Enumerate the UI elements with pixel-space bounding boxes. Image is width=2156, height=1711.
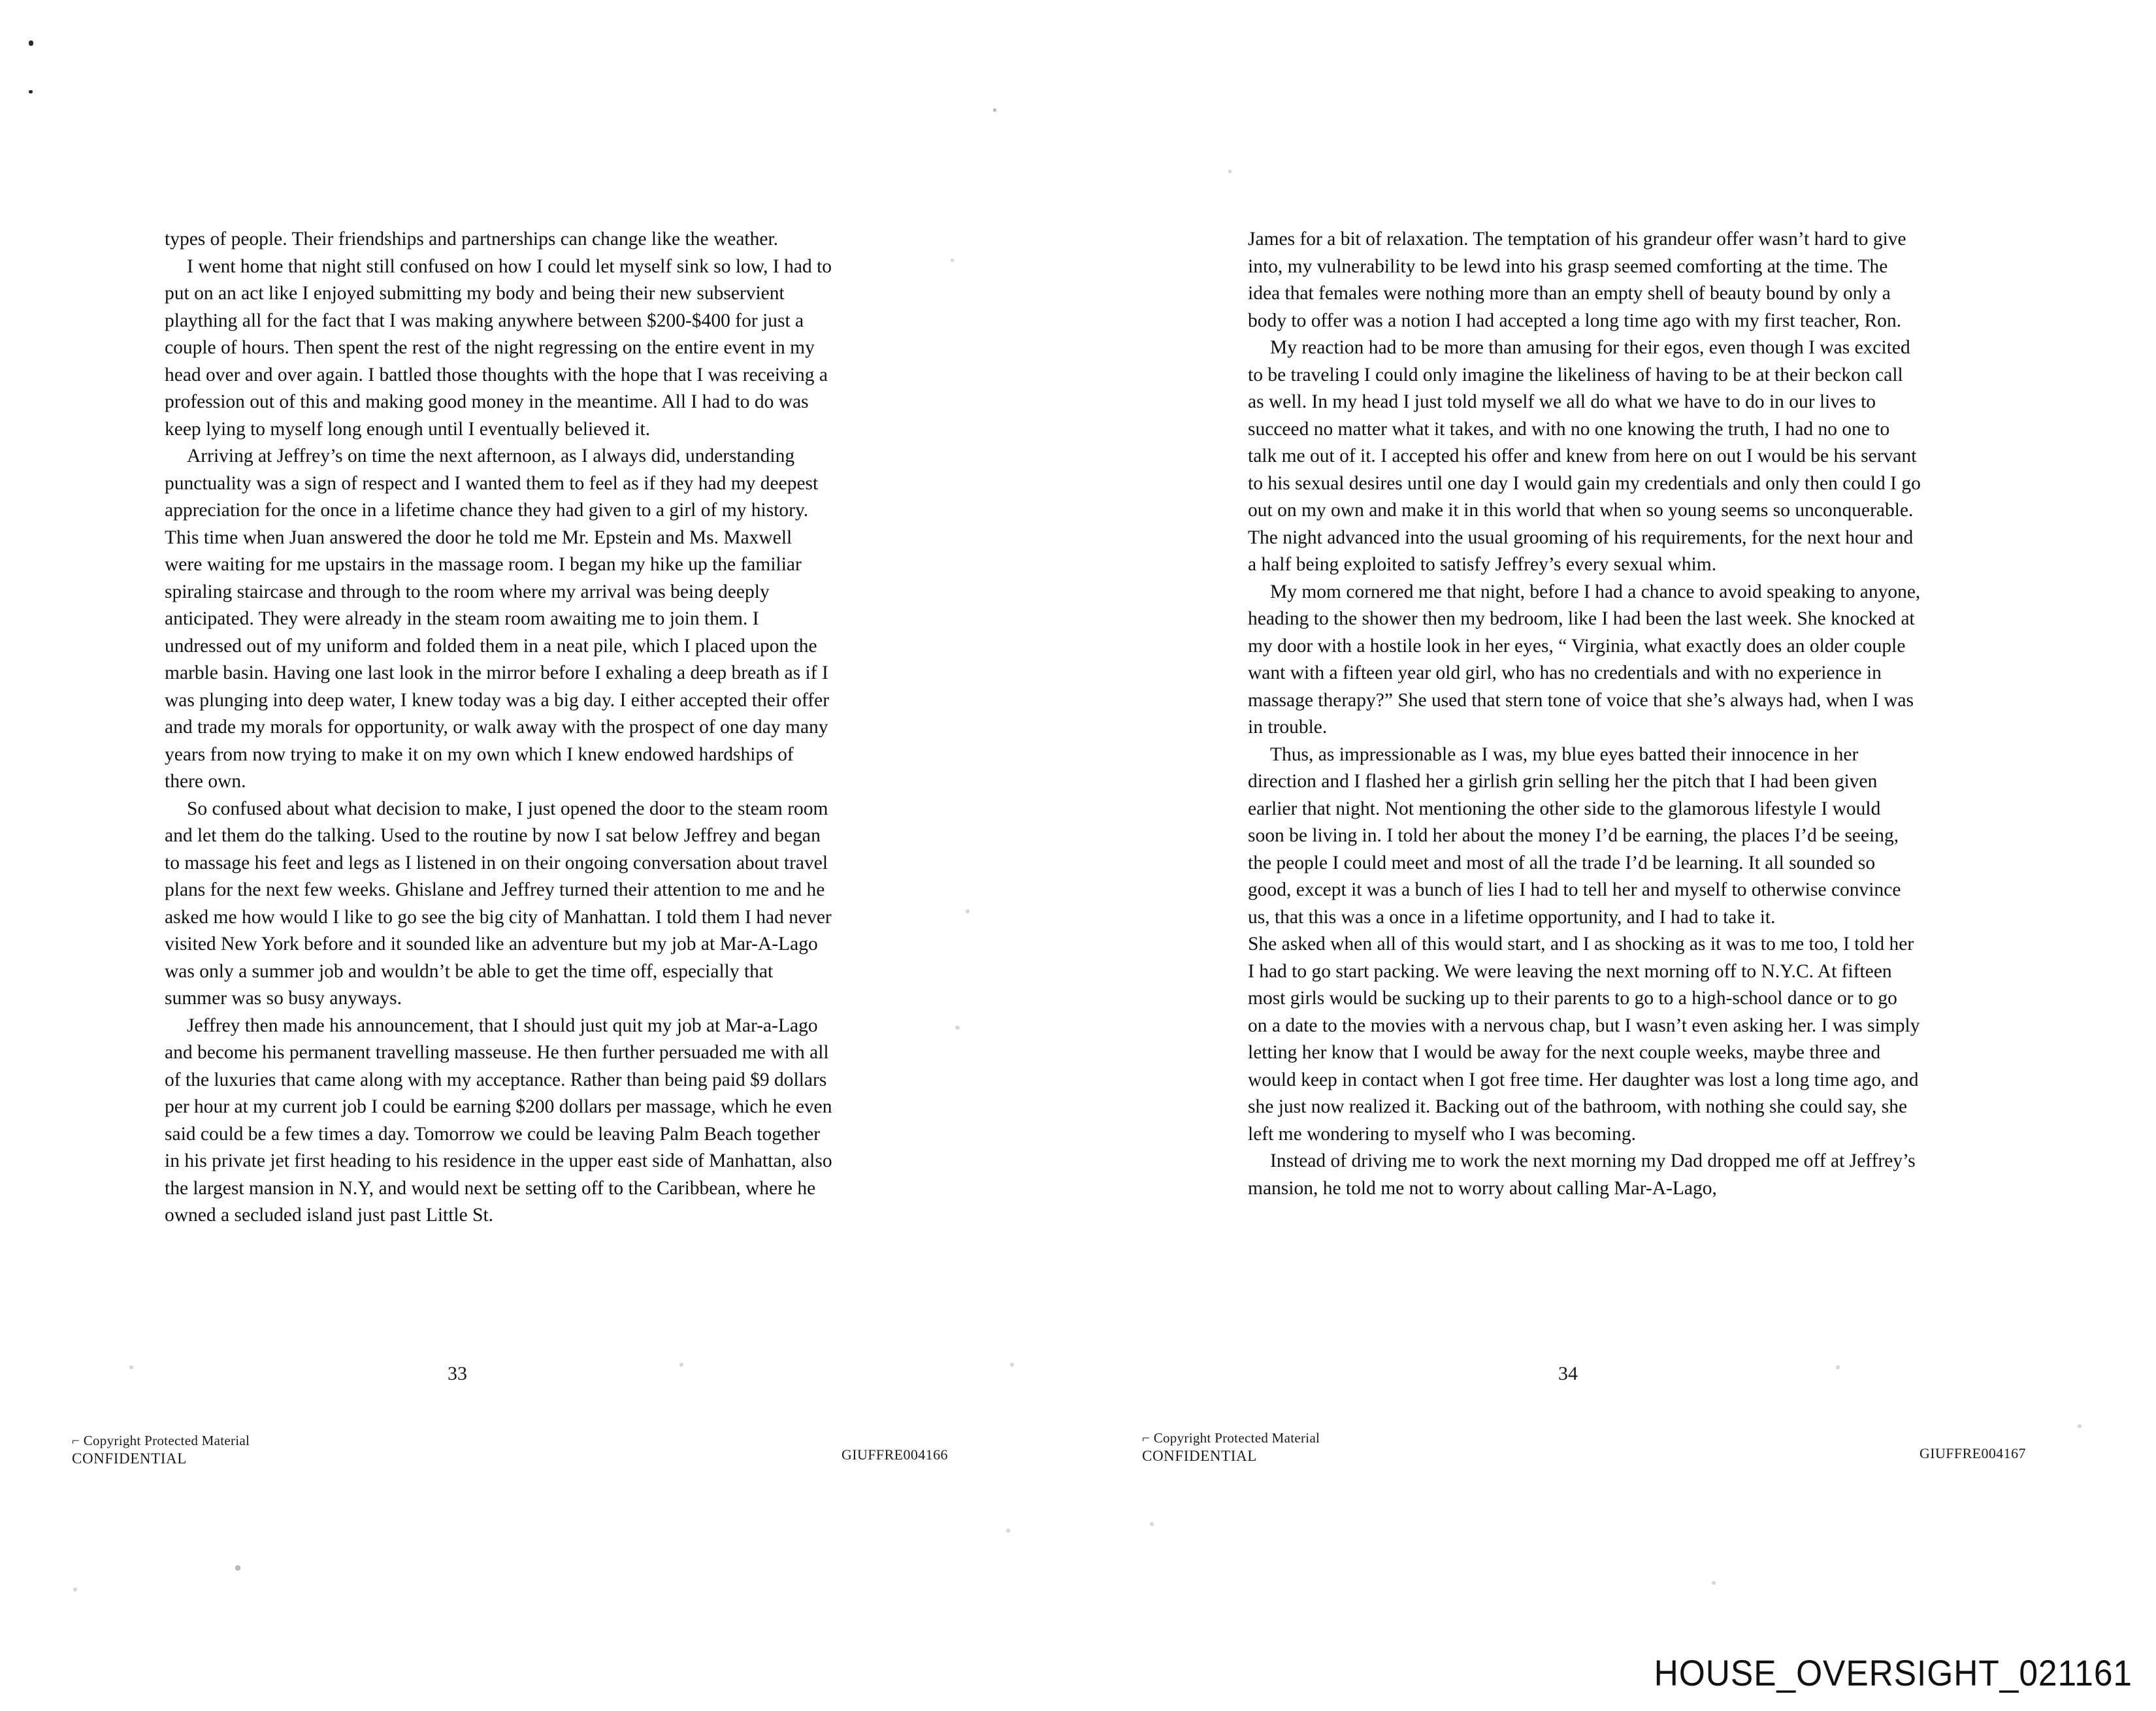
copyright-stamp-line: ⌐ Copyright Protected Material xyxy=(1142,1430,1320,1446)
house-oversight-watermark: HOUSE_OVERSIGHT_021161 xyxy=(1654,1652,2132,1693)
paragraph: types of people. Their friendships and partnerships can change like the weather. xyxy=(165,229,779,250)
paragraph: She asked when all of this would start, and I as shocking as it was to me too, I told her I had to go start packing. We were leaving the next morning off to N.Y.C. At fifteen most girls would be sucking up to their parents to go to a high-school dance or to go on a date to the movies with a nervous chap, but I wasn’t even asking her. I was simply letting her know that I would be away for the next couple weeks, maybe three and would keep in contact when I got free time. Her daughter was lost a long time ago, and she just now realized it. Backing out of the bathroom, with nothing she could say, she left me wondering to myself who I was becoming. xyxy=(1248,934,1920,1145)
paragraph: Instead of driving me to work the next morning my Dad dropped me off at Jeffrey’s mansion, he told me not to worry about calling Mar-A-Lago, xyxy=(1248,1150,1916,1199)
paragraph: My mom cornered me that night, before I had a chance to avoid speaking to anyone, heading to the shower then my bedroom, like I had been the last week. She knocked at my door with a hostile look in her eyes, “ Virginia, what exactly does an older couple want with a fifteen year old girl, who has no credentials and with no experience in massage therapy?” She used that stern tone of voice that she’s always had, when I was in trouble. xyxy=(1248,581,1921,738)
confidential-label: CONFIDENTIAL xyxy=(1142,1448,1257,1464)
paragraph: Jeffrey then made his announcement, that I should just quit my job at Mar-a-Lago and become his permanent travelling masseuse. He then further persuaded me with all of the luxuries that came along with my acceptance. Rather than being paid $9 dollars per hour at my current job I could be earning $200 dollars per massage, which he even said could be a few times a day. Tomorrow we could be leaving Palm Beach together in his private jet first heading to his residence in the upper east side of Manhattan, also the largest mansion in N.Y, and would next be setting off to the Caribbean, where he owned a secluded island just past Little St. xyxy=(165,1015,832,1226)
paragraph: My reaction had to be more than amusing for their egos, even though I was excited to be traveling I could only imagine the likeliness of having to be at their beckon call as well. In my head I just told myself we all do what we have to do in our lives to succeed no matter what it takes, and with no one knowing the truth, I had no one to talk me out of it. I accepted his offer and knew from here on out I would be his servant to his sexual desires until one day I would gain my credentials and only then could I go out on my own and make it in this world that when so young seems so unconquerable. The night advanced into the usual grooming of his requirements, for the next hour and a half being exploited to satisfy Jeffrey’s every sexual whim. xyxy=(1248,337,1921,575)
paragraph: Arriving at Jeffrey’s on time the next afternoon, as I always did, understanding punctuality was a sign of respect and I wanted them to feel as if they had my deepest appreciation for the once in a lifetime chance they had given to a girl of my history. This time when Juan answered the door he told me Mr. Epstein and Ms. Maxwell were waiting for me upstairs in the massage room. I began my hike up the familiar spiraling staircase and through to the room where my arrival was being deeply anticipated. They were already in the steam room awaiting me to join them. I undressed out of my uniform and folded them in a neat pile, which I placed upon the marble basin. Having one last look in the mirror before I exhaling a deep breath as if I was plunging into deep water, I knew today was a big day. I either accepted their offer and trade my morals for opportunity, or walk away with the prospect of one day many years from now trying to make it on my own which I knew endowed hardships of there own. xyxy=(165,446,830,792)
confidential-label: CONFIDENTIAL xyxy=(72,1450,187,1467)
copyright-stamp-left xyxy=(72,1432,250,1467)
paragraph: Thus, as impressionable as I was, my blue eyes batted their innocence in her direction and I flashed her a girlish grin selling her the pitch that I had been given earlier that night. Not mentioning the other side to the glamorous lifestyle I would soon be living in. I told her about the money I’d be earning, the places I’d be seeing, the people I could meet and most of all the trade I’d be learning. It all sounded so good, except it was a bunch of lies I had to tell her and myself to otherwise convince us, that this was a once in a lifetime opportunity, and I had to take it. xyxy=(1248,743,1901,928)
page-number-left: 33 xyxy=(448,1363,467,1384)
copyright-stamp-line: ⌐ Copyright Protected Material xyxy=(72,1433,250,1448)
document-page-right xyxy=(1137,0,2156,1711)
paragraph: So confused about what decision to make, I just opened the door to the steam room and let them do the talking. Used to the routine by now I sat below Jeffrey and began to massage his feet and legs as I listened in on their ongoing conversation about travel plans for the next few weeks. Ghislane and Jeffrey turned their attention to me and he asked me how would I like to go see the big city of Manhattan. I told them I had never visited New York before and it sounded like an adventure but my job at Mar-A-Lago was only a summer job and wouldn’t be able to get the time off, especially that summer was so busy anyways. xyxy=(165,798,832,1009)
bates-number-left: GIUFFRE004166 xyxy=(841,1446,948,1463)
copyright-stamp-right xyxy=(1142,1429,1320,1465)
page-right-text-column xyxy=(1248,226,1921,1202)
page-left-text-column xyxy=(165,226,832,1230)
paragraph: James for a bit of relaxation. The temptation of his grandeur offer wasn’t hard to give into, my vulnerability to be lewd into his grasp seemed comforting at the time. The idea that females were nothing more than an empty shell of beauty bound by only a body to offer was a notion I had accepted a long time ago with my first teacher, Ron. xyxy=(1248,229,1906,331)
paragraph: I went home that night still confused on how I could let myself sink so low, I had to put on an act like I enjoyed submitting my body and being their new subservient plaything all for the fact that I was making anywhere between $200-$400 for just a couple of hours. Then spent the rest of the night regressing on the entire event in my head over and over again. I battled those thoughts with the hope that I was receiving a profession out of this and making good money in the meantime. All I had to do was keep lying to myself long enough until I eventually believed it. xyxy=(165,255,832,440)
bates-number-right: GIUFFRE004167 xyxy=(1919,1445,2026,1461)
page-number-right: 34 xyxy=(1558,1363,1578,1384)
